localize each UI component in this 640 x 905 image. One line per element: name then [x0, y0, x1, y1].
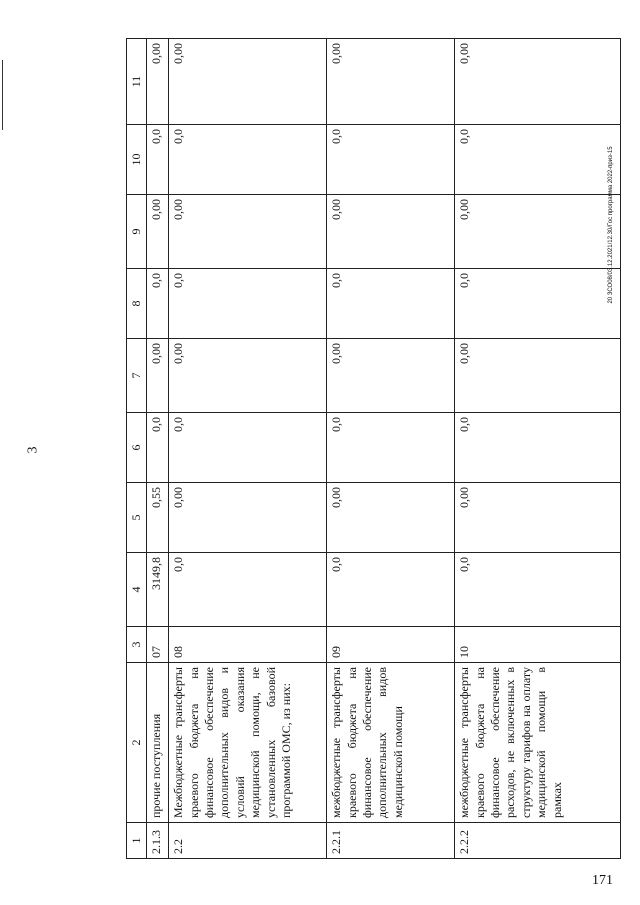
line-code-cell: 09 [327, 627, 455, 663]
header-cell: 9 [127, 195, 147, 269]
value-cell: 0,0 [327, 269, 455, 339]
header-cell: 4 [127, 553, 147, 627]
value-cell: 0,0 [455, 125, 621, 195]
page-number-top: 3 [25, 446, 41, 454]
value-cell: 3149,8 [147, 553, 169, 627]
value-cell: 0,00 [169, 39, 327, 125]
row-name-cell: Межбюджетные трансферты краевого бюджета на финансовое обеспечение дополнительных видов и условий оказания медицинской помощи, не установленных базовой программой ОМС, из них: [169, 663, 327, 823]
header-cell: 7 [127, 339, 147, 413]
value-cell: 0,00 [169, 339, 327, 413]
page-number-bottom: 171 [592, 873, 613, 888]
file-path-note: 20 ЗСО08/03.12.2021/12.30/Гос программа 2022-приз-15 [608, 146, 614, 304]
value-cell: 0,0 [169, 125, 327, 195]
value-cell: 0,00 [169, 483, 327, 553]
header-cell: 8 [127, 269, 147, 339]
row-name-cell: прочие поступления [147, 663, 169, 823]
value-cell: 0,00 [147, 39, 169, 125]
table-row [327, 39, 455, 859]
row-name-cell: межбюджетные трансферты краевого бюджета на финансовое обеспечение дополнительных видов медицинской помощи [327, 663, 455, 823]
value-cell: 0,0 [327, 125, 455, 195]
header-cell: 10 [127, 125, 147, 195]
row-name-cell: межбюджетные трансферты краевого бюджета на финансовое обеспечение расходов, не включенных в структуру тарифов на оплату медицинской помощи в рамках [455, 663, 621, 823]
row-code-cell: 2.2.1 [327, 823, 455, 859]
table-row [169, 39, 327, 859]
value-cell: 0,0 [455, 553, 621, 627]
value-cell: 0,00 [327, 483, 455, 553]
row-code-cell: 2.1.3 [147, 823, 169, 859]
header-row [127, 39, 147, 859]
value-cell: 0,00 [147, 339, 169, 413]
value-cell: 0,0 [327, 553, 455, 627]
header-cell: 1 [127, 823, 147, 859]
margin-mark [2, 60, 3, 130]
value-cell: 0,00 [455, 39, 621, 125]
value-cell: 0,00 [327, 339, 455, 413]
value-cell: 0,00 [455, 195, 621, 269]
header-cell: 2 [127, 663, 147, 823]
line-code-cell: 07 [147, 627, 169, 663]
row-code-cell: 2.2.2 [455, 823, 621, 859]
value-cell: 0,0 [147, 125, 169, 195]
value-cell: 0,0 [169, 553, 327, 627]
value-cell: 0,0 [455, 269, 621, 339]
value-cell: 0,00 [169, 195, 327, 269]
line-code-cell: 10 [455, 627, 621, 663]
header-cell: 11 [127, 39, 147, 125]
line-code-cell: 08 [169, 627, 327, 663]
value-cell: 0,55 [147, 483, 169, 553]
table-row [455, 39, 621, 859]
value-cell: 0,0 [169, 269, 327, 339]
value-cell: 0,0 [455, 413, 621, 483]
value-cell: 0,0 [147, 269, 169, 339]
value-cell: 0,0 [327, 413, 455, 483]
row-code-cell: 2.2 [169, 823, 327, 859]
value-cell: 0,00 [147, 195, 169, 269]
table-container [126, 39, 616, 859]
header-cell: 3 [127, 627, 147, 663]
value-cell: 0,0 [147, 413, 169, 483]
data-table [126, 38, 621, 859]
value-cell: 0,0 [169, 413, 327, 483]
header-cell: 5 [127, 483, 147, 553]
value-cell: 0,00 [327, 39, 455, 125]
header-cell: 6 [127, 413, 147, 483]
value-cell: 0,00 [455, 483, 621, 553]
value-cell: 0,00 [327, 195, 455, 269]
table-row [147, 39, 169, 859]
value-cell: 0,00 [455, 339, 621, 413]
